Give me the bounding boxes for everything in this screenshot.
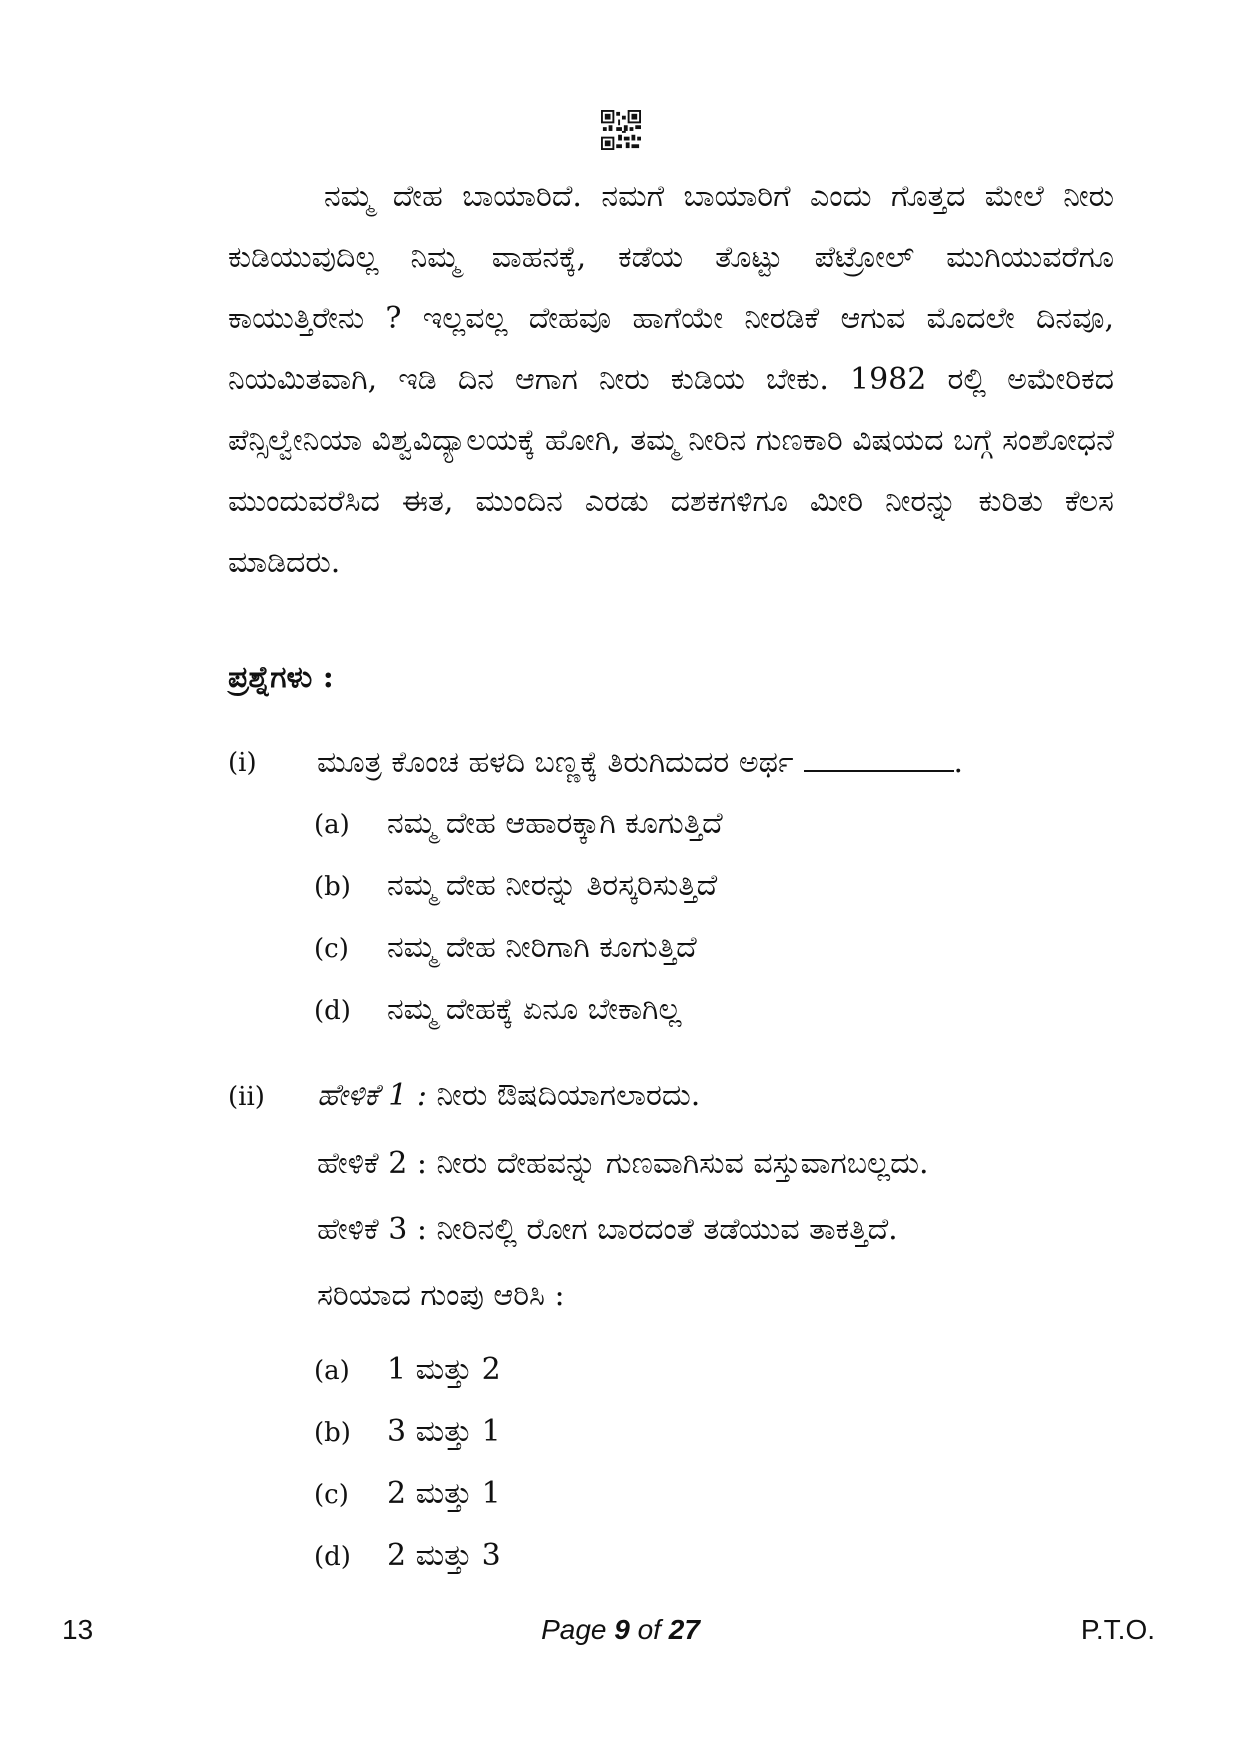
q2-option-c-text: 2 ಮತ್ತು 1: [387, 1476, 501, 1511]
passage-paragraph: [228, 166, 1114, 593]
q2-option-b-text: 3 ಮತ್ತು 1: [387, 1414, 501, 1449]
page-total: 27: [668, 1614, 700, 1645]
q1-option-b-text: ನಮ್ಮ ದೇಹ ನೀರನ್ನು ತಿರಸ್ಕರಿಸುತ್ತಿದೆ: [387, 868, 718, 903]
reading-passage: [228, 166, 1114, 593]
q1-option-c-text: ನಮ್ಮ ದೇಹ ನೀರಿಗಾಗಿ ಕೂಗುತ್ತಿದೆ: [387, 930, 697, 965]
q2-option-a-text: 1 ಮತ್ತು 2: [387, 1352, 501, 1387]
page-of: of: [629, 1614, 669, 1645]
question-1-end: .: [953, 745, 964, 780]
question-1-stem: ಮೂತ್ರ ಕೊಂಚ ಹಳದಿ ಬಣ್ಣಕ್ಕೆ ತಿರುಗಿದುದರ ಅರ್ಥ: [317, 745, 794, 780]
q2-statement-1: [317, 1078, 700, 1113]
questions-heading: ಪ್ರಶ್ನೆಗಳು :: [228, 660, 334, 695]
q2-option-d-label: (d): [314, 1542, 351, 1572]
answer-blank: [804, 770, 954, 772]
q2-instruction: ಸರಿಯಾದ ಗುಂಪು ಆರಿಸಿ :: [317, 1278, 565, 1313]
q2-option-c-label: (c): [314, 1480, 349, 1510]
passage-text: ನಮ್ಮ ದೇಹ ಬಾಯಾರಿದೆ. ನಮಗೆ ಬಾಯಾರಿಗೆ ಎಂದು ಗೊತ್ತದ ಮೇಲೆ ನೀರು ಕುಡಿಯುವುದಿಲ್ಲ ನಿಮ್ಮ ವಾಹನಕ್ಕೆ, ಕಡೆಯ ತೊಟ್ಟು ಪೆಟ್ರೋಲ್ ಮುಗಿಯುವರೆಗೂ ಕಾಯುತ್ತಿರೇನು ? ಇಲ್ಲವಲ್ಲ ದೇಹವೂ ಹಾಗೆಯೇ ನೀರಡಿಕೆ ಆಗುವ ಮೊದಲೇ ದಿನವೂ, ನಿಯಮಿತವಾಗಿ, ಇಡಿ ದಿನ ಆಗಾಗ ನೀರು ಕುಡಿಯ ಬೇಕು. 1982 ರಲ್ಲಿ ಅಮೇರಿಕದ ಪೆನ್ಸಿಲ್ವೇನಿಯಾ ವಿಶ್ವವಿದ್ಯಾಲಯಕ್ಕೆ ಹೋಗಿ, ತಮ್ಮ ನೀರಿನ ಗುಣಕಾರಿ ವಿಷಯದ ಬಗ್ಗೆ ಸಂಶೋಧನೆ ಮುಂದುವರೆಸಿದ ಈತ, ಮುಂದಿನ ಎರಡು ದಶಕಗಳಿಗೂ ಮೀರಿ ನೀರನ್ನು ಕುರಿತು ಕೆಲಸ ಮಾಡಿದರು.: [228, 179, 1114, 580]
q2-statement-3: ಹೇಳಿಕೆ 3 : ನೀರಿನಲ್ಲಿ ರೋಗ ಬಾರದಂತೆ ತಡೆಯುವ ತಾಕತ್ತಿದೆ.: [317, 1212, 898, 1247]
qr-code-icon: [601, 110, 641, 150]
question-1-text: [317, 745, 963, 780]
page-number: [0, 1614, 1241, 1646]
page-prefix: Page: [541, 1614, 615, 1645]
q1-option-d-text: ನಮ್ಮ ದೇಹಕ್ಕೆ ಏನೂ ಬೇಕಾಗಿಲ್ಲ: [387, 992, 682, 1027]
question-2-number: (ii): [228, 1082, 265, 1112]
q1-option-b-label: (b): [314, 872, 351, 902]
pto-label: P.T.O.: [1080, 1614, 1155, 1645]
q1-option-a-text: ನಮ್ಮ ದೇಹ ಆಹಾರಕ್ಕಾಗಿ ಕೂಗುತ್ತಿದೆ: [387, 806, 723, 841]
q1-option-d-label: (d): [314, 996, 351, 1026]
q1-option-c-label: (c): [314, 934, 349, 964]
q2-option-d-text: 2 ಮತ್ತು 3: [387, 1538, 501, 1573]
q2-statement-2: ಹೇಳಿಕೆ 2 : ನೀರು ದೇಹವನ್ನು ಗುಣವಾಗಿಸುವ ವಸ್ತುವಾಗಬಲ್ಲದು.: [317, 1146, 929, 1181]
q2-statement-1-text: ನೀರು ಔಷದಿಯಾಗಲಾರದು.: [436, 1078, 701, 1113]
question-1-number: (i): [228, 748, 257, 778]
q1-option-a-label: (a): [314, 810, 350, 840]
q2-option-a-label: (a): [314, 1356, 350, 1386]
q2-statement-1-label: ಹೇಳಿಕೆ 1 :: [317, 1078, 427, 1113]
q2-option-b-label: (b): [314, 1418, 351, 1448]
page-current: 9: [614, 1614, 630, 1645]
paper-code: 13: [62, 1614, 94, 1645]
